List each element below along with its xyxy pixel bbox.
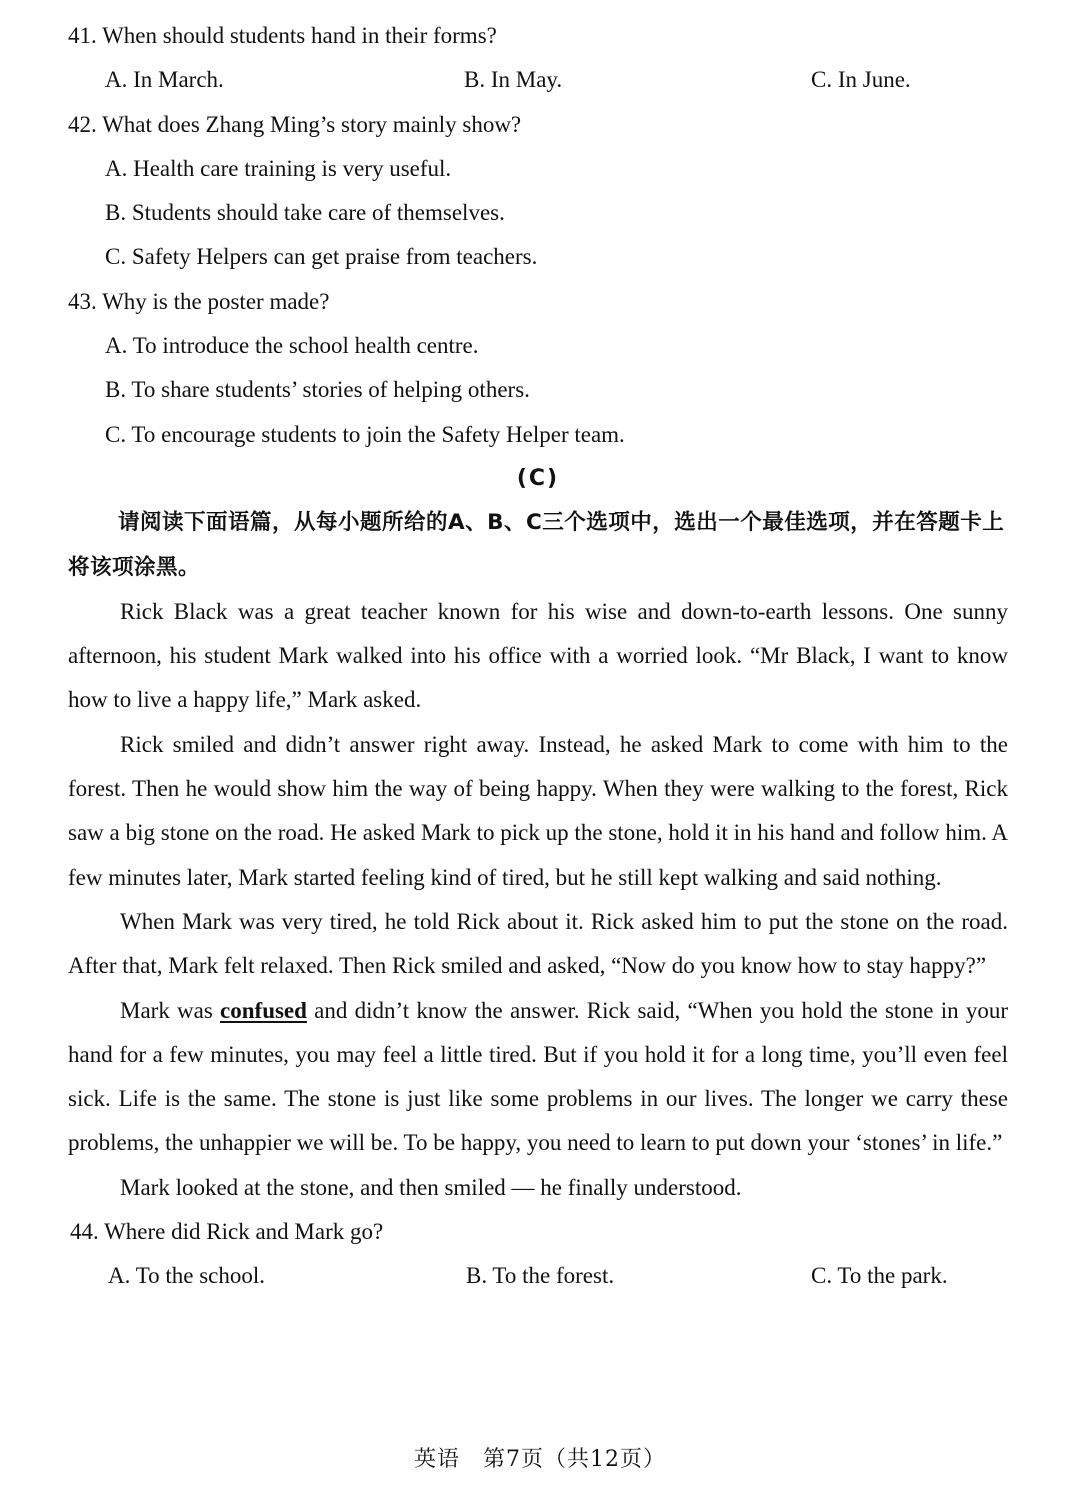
question-42-option-c: C. Safety Helpers can get praise from teachers. bbox=[105, 244, 538, 270]
underlined-word: confused bbox=[220, 997, 307, 1023]
question-41-stem: 41. When should students hand in their forms? bbox=[68, 23, 497, 48]
question-41-option-c: C. In June. bbox=[811, 67, 911, 93]
question-43-option-b: B. To share students’ stories of helping others. bbox=[105, 377, 530, 403]
question-43-option-c: C. To encourage students to join the Safety Helper team. bbox=[105, 421, 625, 447]
exam-page bbox=[68, 14, 1008, 1299]
paragraph-4-lead: Mark was bbox=[120, 997, 221, 1023]
question-44-option-b: B. To the forest. bbox=[466, 1263, 615, 1289]
passage-paragraph-1: Rick Black was a great teacher known for his wise and down-to-earth lessons. One sunny afternoon, his student Mark walked into his office with a worried look. “Mr Black, I want to know how to live a happy life,” Mark asked. bbox=[68, 598, 1008, 713]
question-44-option-a: A. To the school. bbox=[108, 1263, 266, 1289]
question-41-option-b: B. In May. bbox=[464, 67, 563, 93]
question-42-stem: 42. What does Zhang Ming’s story mainly show? bbox=[68, 111, 522, 137]
section-title: (C) bbox=[516, 465, 560, 491]
question-44-stem: 44. Where did Rick and Mark go? bbox=[70, 1219, 384, 1245]
passage-paragraph-2: Rick smiled and didn’t answer right away. Instead, he asked Mark to come with him to the forest. Then he would show him the way of being happy. When they were walking to the forest, Rick saw a big stone on the road. He asked Mark to pick up the stone, hold it in his hand and follow him. A few minutes later, Mark started feeling kind of tired, but he still kept walking and said nothing. bbox=[68, 731, 1008, 890]
question-42-option-a: A. Health care training is very useful. bbox=[105, 155, 452, 181]
question-44-options bbox=[68, 1254, 1008, 1298]
question-41-option-a: A. In March. bbox=[105, 67, 224, 93]
passage-paragraph-3: When Mark was very tired, he told Rick about it. Rick asked him to put the stone on the road. After that, Mark felt relaxed. Then Rick smiled and asked, “Now do you know how to stay happy?” bbox=[68, 908, 1008, 979]
page-footer: 英语 第7页（共12页） bbox=[414, 1447, 666, 1472]
question-43-stem: 43. Why is the poster made? bbox=[68, 288, 330, 314]
question-42-option-b: B. Students should take care of themselves. bbox=[105, 200, 505, 226]
question-41-options bbox=[68, 58, 1008, 102]
passage-paragraph-5: Mark looked at the stone, and then smiled — he finally understood. bbox=[120, 1174, 742, 1200]
question-43-option-a: A. To introduce the school health centre. bbox=[105, 333, 479, 359]
section-instruction: 请阅读下面语篇，从每小题所给的A、B、C三个选项中，选出一个最佳选项，并在答题卡上将该项涂黑。 bbox=[68, 510, 1005, 580]
question-44-option-c: C. To the park. bbox=[811, 1263, 948, 1289]
paragraph-4-rest: and didn’t know the answer. Rick said, “When you hold the stone in your hand for a few minutes, you may feel a little tired. But if you hold it for a long time, you’ll even feel sick. Life is the same. The stone is just like some problems in our lives. The longer we carry these problems, the unhappier we will be. To be happy, you need to learn to put down your ‘stones’ in life.” bbox=[68, 997, 1008, 1156]
passage-paragraph-4 bbox=[68, 989, 1008, 1166]
